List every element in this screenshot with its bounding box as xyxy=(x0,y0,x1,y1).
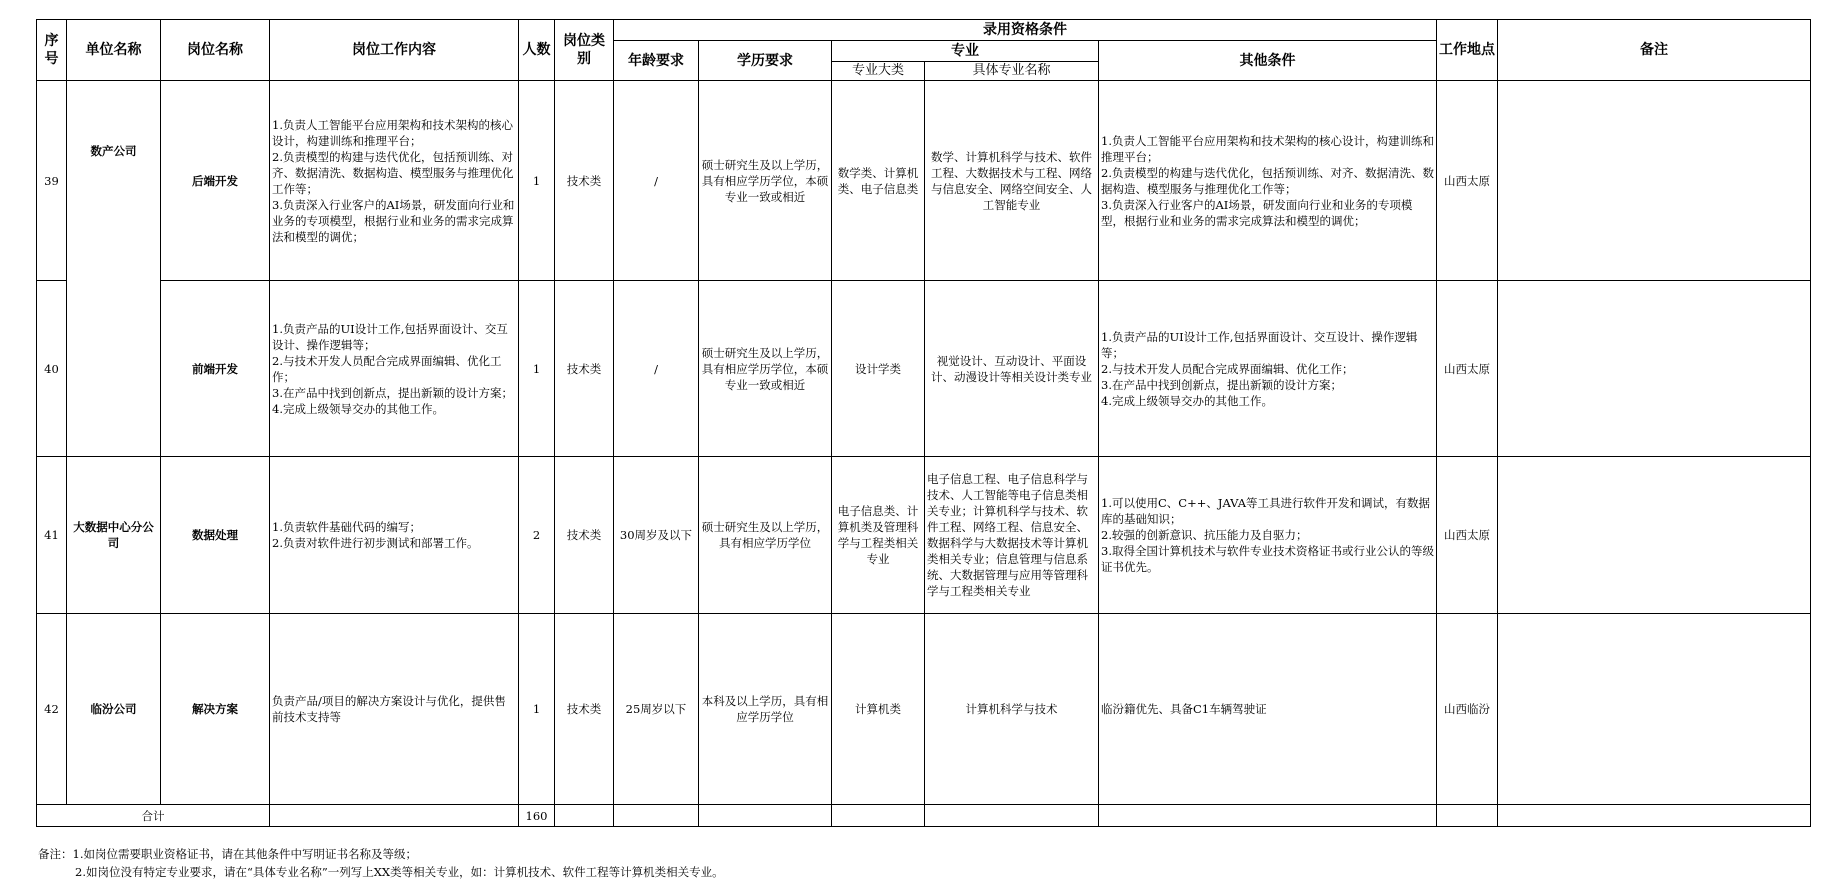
unit-cell: 临汾公司 xyxy=(67,614,161,805)
header-major-specific: 具体专业名称 xyxy=(925,62,1099,81)
category-cell: 技术类 xyxy=(555,81,614,281)
content-cell: 负责产品/项目的解决方案设计与优化，提供售前技术支持等 xyxy=(270,614,519,805)
header-category: 岗位类别 xyxy=(555,20,614,81)
header-location: 工作地点 xyxy=(1437,20,1498,81)
age-cell: 30周岁及以下 xyxy=(614,457,699,614)
education-cell: 本科及以上学历，具有相应学历学位 xyxy=(699,614,832,805)
remark-cell xyxy=(1498,281,1811,457)
other-conditions-cell: 临汾籍优先、具备C1车辆驾驶证 xyxy=(1099,614,1437,805)
category-cell: 技术类 xyxy=(555,614,614,805)
header-remark: 备注 xyxy=(1498,20,1811,81)
total-row xyxy=(37,805,1811,827)
major-specific-cell: 电子信息工程、电子信息科学与技术、人工智能等电子信息类相关专业；计算机科学与技术、软件工程、网络工程、信息安全、数据科学与大数据技术等计算机类相关专业；信息管理与信息系统、大数据管理与应用等管理科学与工程类相关专业 xyxy=(925,457,1099,614)
count-cell: 2 xyxy=(519,457,555,614)
total-empty-cell xyxy=(1437,805,1498,827)
note-line: 2.如岗位没有特定专业要求，请在“具体专业名称”一列写上XX类等相关专业，如：计算机技术、软件工程等计算机类相关专业。 xyxy=(75,865,724,879)
total-empty-cell xyxy=(699,805,832,827)
location-cell: 山西太原 xyxy=(1437,281,1498,457)
total-count: 160 xyxy=(519,805,555,827)
count-cell: 1 xyxy=(519,614,555,805)
other-conditions-cell: 1.负责产品的UI设计工作,包括界面设计、交互设计、操作逻辑等； 2.与技术开发人员配合完成界面编辑、优化工作； 3.在产品中找到创新点，提出新颖的设计方案； 4.完成上级领导交办的其他工作。 xyxy=(1099,281,1437,457)
notes xyxy=(38,845,724,881)
table-row xyxy=(37,457,1811,614)
position-cell: 解决方案 xyxy=(161,614,270,805)
count-cell: 1 xyxy=(519,81,555,281)
age-cell: 25周岁以下 xyxy=(614,614,699,805)
major-specific-cell: 视觉设计、互动设计、平面设计、动漫设计等相关设计类专业 xyxy=(925,281,1099,457)
header-other: 其他条件 xyxy=(1099,41,1437,81)
note-line: 备注：1.如岗位需要职业资格证书，请在其他条件中写明证书名称及等级； xyxy=(38,847,417,861)
location-cell: 山西临汾 xyxy=(1437,614,1498,805)
age-cell: / xyxy=(614,81,699,281)
seq-cell: 39 xyxy=(37,81,67,281)
recruitment-table xyxy=(36,19,1811,827)
total-empty-cell xyxy=(270,805,519,827)
major-category-cell: 计算机类 xyxy=(832,614,925,805)
content-cell: 1.负责产品的UI设计工作,包括界面设计、交互设计、操作逻辑等； 2.与技术开发人员配合完成界面编辑、优化工作； 3.在产品中找到创新点，提出新颖的设计方案； 4.完成上级领导交办的其他工作。 xyxy=(270,281,519,457)
header-major-category: 专业大类 xyxy=(832,62,925,81)
location-cell: 山西太原 xyxy=(1437,81,1498,281)
other-conditions-cell: 1.负责人工智能平台应用架构和技术架构的核心设计，构建训练和推理平台； 2.负责模型的构建与迭代优化，包括预训练、对齐、数据清洗、数据构造、模型服务与推理优化工作等； 3.负责深入行业客户的AI场景，研发面向行业和业务的专项模型，根据行业和业务的需求完成算法和模型的调优； xyxy=(1099,81,1437,281)
seq-cell: 40 xyxy=(37,281,67,457)
major-category-cell: 电子信息类、计算机类及管理科学与工程类相关专业 xyxy=(832,457,925,614)
major-specific-cell: 数学、计算机科学与技术、软件工程、大数据技术与工程、网络与信息安全、网络空间安全、人工智能专业 xyxy=(925,81,1099,281)
total-empty-cell xyxy=(555,805,614,827)
total-label: 合计 xyxy=(37,805,270,827)
category-cell: 技术类 xyxy=(555,281,614,457)
major-category-cell: 设计学类 xyxy=(832,281,925,457)
header-content: 岗位工作内容 xyxy=(270,20,519,81)
total-empty-cell xyxy=(1099,805,1437,827)
total-empty-cell xyxy=(614,805,699,827)
remark-cell xyxy=(1498,614,1811,805)
total-empty-cell xyxy=(1498,805,1811,827)
location-cell: 山西太原 xyxy=(1437,457,1498,614)
position-cell: 前端开发 xyxy=(161,281,270,457)
header-qualification: 录用资格条件 xyxy=(614,20,1437,41)
major-category-cell: 数学类、计算机类、电子信息类 xyxy=(832,81,925,281)
other-conditions-cell: 1.可以使用C、C++、JAVA等工具进行软件开发和调试，有数据库的基础知识； 2.较强的创新意识、抗压能力及自驱力； 3.取得全国计算机技术与软件专业技术资格证书或行业公认的等级证书优先。 xyxy=(1099,457,1437,614)
major-specific-cell: 计算机科学与技术 xyxy=(925,614,1099,805)
count-cell: 1 xyxy=(519,281,555,457)
unit-cell: 数产公司 xyxy=(67,81,161,457)
position-cell: 数据处理 xyxy=(161,457,270,614)
content-cell: 1.负责软件基础代码的编写； 2.负责对软件进行初步测试和部署工作。 xyxy=(270,457,519,614)
unit-cell: 大数据中心分公司 xyxy=(67,457,161,614)
total-empty-cell xyxy=(832,805,925,827)
header-count: 人数 xyxy=(519,20,555,81)
header-age: 年龄要求 xyxy=(614,41,699,81)
header-unit: 单位名称 xyxy=(67,20,161,81)
category-cell: 技术类 xyxy=(555,457,614,614)
table-row xyxy=(37,81,1811,281)
table-row xyxy=(37,281,1811,457)
table-row xyxy=(37,614,1811,805)
seq-cell: 41 xyxy=(37,457,67,614)
education-cell: 硕士研究生及以上学历，具有相应学历学位，本硕专业一致或相近 xyxy=(699,81,832,281)
header-seq: 序号 xyxy=(37,20,67,81)
remark-cell xyxy=(1498,457,1811,614)
seq-cell: 42 xyxy=(37,614,67,805)
header-position: 岗位名称 xyxy=(161,20,270,81)
position-cell: 后端开发 xyxy=(161,81,270,281)
content-cell: 1.负责人工智能平台应用架构和技术架构的核心设计，构建训练和推理平台； 2.负责模型的构建与迭代优化，包括预训练、对齐、数据清洗、数据构造、模型服务与推理优化工作等； 3.负责深入行业客户的AI场景，研发面向行业和业务的专项模型，根据行业和业务的需求完成算法和模型的调优； xyxy=(270,81,519,281)
age-cell: / xyxy=(614,281,699,457)
remark-cell xyxy=(1498,81,1811,281)
education-cell: 硕士研究生及以上学历，具有相应学历学位 xyxy=(699,457,832,614)
education-cell: 硕士研究生及以上学历，具有相应学历学位，本硕专业一致或相近 xyxy=(699,281,832,457)
total-empty-cell xyxy=(925,805,1099,827)
header-education: 学历要求 xyxy=(699,41,832,81)
header-major: 专业 xyxy=(832,41,1099,62)
